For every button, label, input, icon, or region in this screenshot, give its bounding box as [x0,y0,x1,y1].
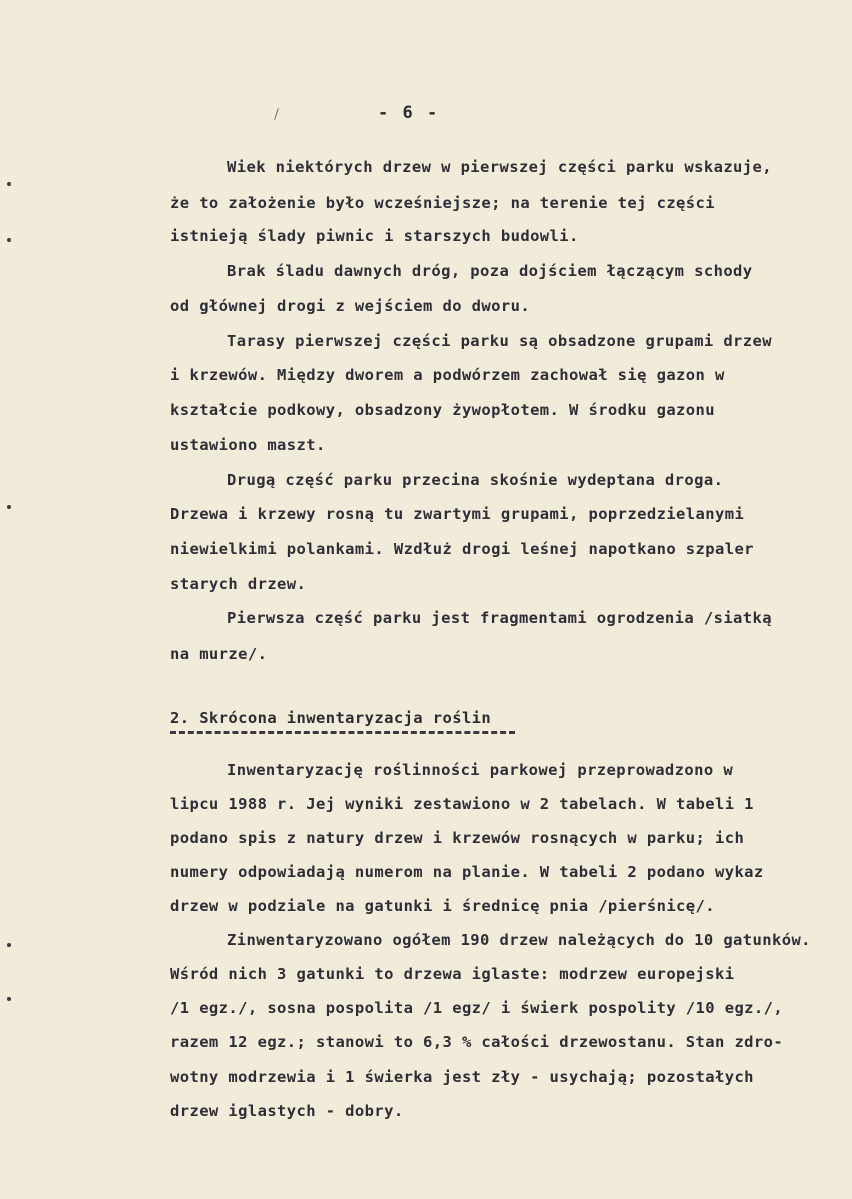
margin-punch-dot [7,238,11,242]
text-line: istnieją ślady piwnic i starszych budowli. [170,227,579,245]
text-line: drzew w podziale na gatunki i średnicę pnia /pierśnicę/. [170,897,715,915]
text-line: ustawiono maszt. [170,436,326,454]
text-line: lipcu 1988 r. Jej wyniki zestawiono w 2 tabelach. W tabeli 1 [170,795,754,813]
text-line: Tarasy pierwszej części parku są obsadzone grupami drzew [227,332,772,350]
text-line: Brak śladu dawnych dróg, poza dojściem łączącym schody [227,262,753,280]
text-line: Pierwsza część parku jest fragmentami ogrodzenia /siatką [227,609,772,627]
text-line: starych drzew. [170,575,307,593]
text-line: Zinwentaryzowano ogółem 190 drzew należących do 10 gatunków. [227,931,811,949]
text-line: drzew iglastych - dobry. [170,1102,404,1120]
stray-pen-mark [274,108,279,120]
text-line: Inwentaryzację roślinności parkowej przeprowadzono w [227,761,734,779]
margin-punch-dot [7,997,11,1001]
margin-punch-dot [7,943,11,947]
text-line: niewielkimi polankami. Wzdłuż drogi leśnej napotkano szpaler [170,540,754,558]
page-number: - 6 - [378,103,440,123]
text-line: i krzewów. Między dworem a podwórzem zachował się gazon w [170,366,725,384]
text-line: Wiek niektórych drzew w pierwszej części parku wskazuje, [227,158,772,176]
text-line: podano spis z natury drzew i krzewów rosnących w parku; ich [170,829,745,847]
text-line: numery odpowiadają numerom na planie. W tabeli 2 podano wykaz [170,863,764,881]
text-line: /1 egz./, sosna pospolita /1 egz/ i świerk pospolity /10 egz./, [170,999,784,1017]
heading-underline [170,731,515,734]
margin-punch-dot [7,182,11,186]
margin-punch-dot [7,505,11,509]
text-line: Drzewa i krzewy rosną tu zwartymi grupami, poprzedzielanymi [170,505,745,523]
section-heading: 2. Skrócona inwentaryzacja roślin [170,709,492,727]
text-line: na murze/. [170,645,268,663]
text-line: razem 12 egz.; stanowi to 6,3 % całości drzewostanu. Stan zdro- [170,1033,784,1051]
text-line: wotny modrzewia i 1 świerka jest zły - usychają; pozostałych [170,1068,754,1086]
text-line: Wśród nich 3 gatunki to drzewa iglaste: modrzew europejski [170,965,735,983]
text-line: kształcie podkowy, obsadzony żywopłotem. W środku gazonu [170,401,715,419]
text-line: od głównej drogi z wejściem do dworu. [170,297,531,315]
text-line: Drugą część parku przecina skośnie wydeptana droga. [227,471,724,489]
text-line: że to założenie było wcześniejsze; na terenie tej części [170,194,715,212]
